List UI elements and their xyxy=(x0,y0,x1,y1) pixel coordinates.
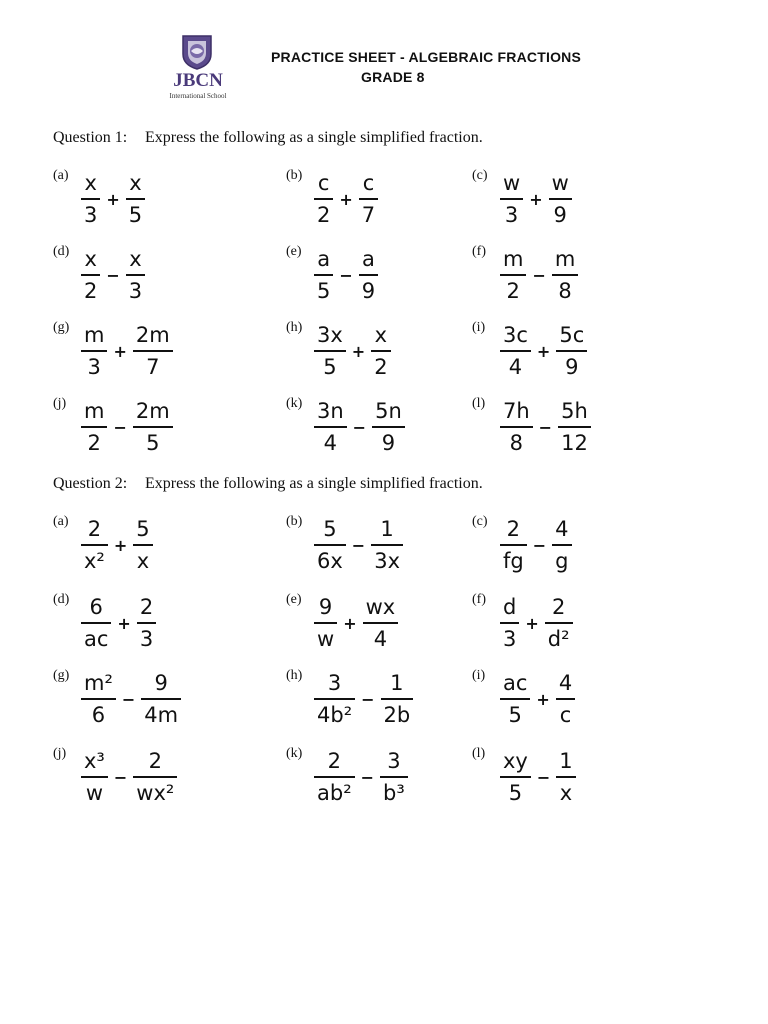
fraction-bar xyxy=(81,698,116,700)
operator: − xyxy=(360,767,375,787)
numerator: a xyxy=(317,247,331,271)
item-label: (k) xyxy=(286,396,303,411)
denominator: 3x xyxy=(374,549,400,573)
fraction xyxy=(552,246,578,304)
fraction xyxy=(359,246,378,304)
operator: − xyxy=(113,417,127,437)
fraction-expression xyxy=(314,592,398,654)
denominator: x xyxy=(559,781,573,805)
fraction-bar xyxy=(314,544,346,546)
numerator: 5 xyxy=(136,517,150,541)
fraction-bar xyxy=(81,350,107,352)
operator: − xyxy=(536,767,551,787)
operator: − xyxy=(339,265,353,285)
fraction xyxy=(500,246,526,304)
fraction-bar xyxy=(359,198,378,200)
denominator: 5 xyxy=(508,703,522,727)
fraction xyxy=(380,748,408,806)
numerator: 3 xyxy=(327,671,342,695)
numerator: 2m xyxy=(135,323,170,347)
numerator: m xyxy=(554,247,576,271)
fraction-bar xyxy=(314,350,346,352)
numerator: m xyxy=(84,399,105,423)
fraction-bar xyxy=(81,426,107,428)
fraction-expression xyxy=(314,746,408,808)
question-1-heading xyxy=(53,129,483,147)
item-label: (j) xyxy=(53,396,67,411)
fraction-expression xyxy=(81,244,145,306)
denominator: 9 xyxy=(565,355,579,379)
denominator: 3 xyxy=(139,627,154,651)
item-label: (a) xyxy=(53,514,69,529)
fraction-bar xyxy=(137,622,156,624)
numerator: wx xyxy=(365,595,396,619)
numerator: 9 xyxy=(154,671,168,695)
numerator: m² xyxy=(84,671,113,695)
fraction-bar xyxy=(133,544,152,546)
denominator: 6x xyxy=(317,549,343,573)
denominator: 4 xyxy=(373,627,388,651)
denominator: x xyxy=(136,549,150,573)
fraction xyxy=(556,748,575,806)
item-label: (d) xyxy=(53,244,70,259)
denominator: 4b² xyxy=(317,703,353,727)
denominator: 2 xyxy=(506,279,520,303)
denominator: 2b xyxy=(383,703,411,727)
denominator: c xyxy=(559,703,572,727)
fraction-bar xyxy=(500,426,533,428)
denominator: 3 xyxy=(84,203,98,227)
logo-text: JBCN xyxy=(173,70,223,91)
denominator: 7 xyxy=(361,203,376,227)
item-label: (c) xyxy=(472,168,488,183)
operator: + xyxy=(106,189,120,209)
fraction-bar xyxy=(359,274,378,276)
fraction xyxy=(137,594,156,652)
fraction-bar xyxy=(500,776,531,778)
question-instruction: Express the following as a single simplified fraction. xyxy=(145,475,483,492)
operator: − xyxy=(106,265,120,285)
fraction xyxy=(500,170,523,228)
fraction xyxy=(314,170,333,228)
numerator: a xyxy=(362,247,375,271)
numerator: 3x xyxy=(317,323,343,347)
fraction-expression xyxy=(500,514,572,576)
numerator: c xyxy=(362,171,375,195)
fraction-bar xyxy=(558,426,591,428)
denominator: 3 xyxy=(503,627,517,651)
denominator: 8 xyxy=(558,279,572,303)
denominator: 5 xyxy=(317,279,331,303)
fraction-bar xyxy=(500,544,527,546)
operator: + xyxy=(536,689,550,709)
fraction xyxy=(81,670,116,728)
fraction-expression xyxy=(500,396,591,458)
fraction-expression xyxy=(314,320,391,382)
fraction xyxy=(314,594,337,652)
fraction-bar xyxy=(556,698,575,700)
numerator: x xyxy=(129,247,142,271)
fraction-bar xyxy=(381,698,414,700)
fraction-expression xyxy=(81,320,173,382)
fraction xyxy=(314,398,347,456)
item-label: (k) xyxy=(286,746,303,761)
numerator: 5c xyxy=(559,323,585,347)
denominator: w xyxy=(85,781,104,805)
fraction xyxy=(500,670,530,728)
fraction-bar xyxy=(81,544,108,546)
fraction xyxy=(133,748,177,806)
fraction xyxy=(556,670,575,728)
fraction-bar xyxy=(380,776,408,778)
fraction xyxy=(558,398,591,456)
fraction-expression xyxy=(314,168,378,230)
question-number: Question 1: xyxy=(53,129,128,146)
operator: + xyxy=(113,341,127,361)
fraction-expression xyxy=(500,746,576,808)
fraction xyxy=(133,516,152,574)
numerator: 5 xyxy=(323,517,337,541)
fraction xyxy=(314,516,346,574)
operator: − xyxy=(532,535,547,555)
numerator: 1 xyxy=(380,517,394,541)
fraction xyxy=(314,670,355,728)
operator: − xyxy=(351,535,366,555)
denominator: 2 xyxy=(84,279,98,303)
denominator: 5 xyxy=(323,355,337,379)
fraction-expression xyxy=(500,168,572,230)
denominator: 4m xyxy=(144,703,179,727)
numerator: 3c xyxy=(503,323,528,347)
fraction-expression xyxy=(81,592,156,654)
denominator: 4 xyxy=(323,431,338,455)
item-label: (g) xyxy=(53,320,70,335)
numerator: 7h xyxy=(503,399,530,423)
item-label: (f) xyxy=(472,592,486,607)
fraction xyxy=(126,170,145,228)
denominator: 9 xyxy=(553,203,567,227)
fraction-bar xyxy=(81,776,108,778)
operator: + xyxy=(536,341,551,361)
item-label: (a) xyxy=(53,168,69,183)
denominator: w xyxy=(317,627,335,651)
operator: − xyxy=(361,689,375,709)
fraction xyxy=(545,594,573,652)
denominator: b³ xyxy=(383,781,405,805)
denominator: g xyxy=(555,549,569,573)
item-label: (b) xyxy=(286,514,303,529)
item-label: (i) xyxy=(472,668,486,683)
fraction-bar xyxy=(552,544,571,546)
fraction xyxy=(359,170,378,228)
numerator: 2 xyxy=(551,595,566,619)
shield-icon xyxy=(180,34,214,70)
fraction xyxy=(363,594,399,652)
fraction-expression xyxy=(314,244,378,306)
denominator: 3 xyxy=(87,355,101,379)
denominator: 9 xyxy=(381,431,396,455)
operator: − xyxy=(113,767,128,787)
fraction-expression xyxy=(81,514,153,576)
numerator: x xyxy=(129,171,142,195)
fraction xyxy=(314,748,355,806)
item-label: (e) xyxy=(286,244,302,259)
fraction-bar xyxy=(556,350,587,352)
question-2-heading xyxy=(53,475,483,493)
fraction xyxy=(552,516,571,574)
school-logo xyxy=(162,34,258,104)
numerator: 3n xyxy=(317,399,344,423)
fraction xyxy=(81,322,107,380)
item-label: (l) xyxy=(472,746,486,761)
operator: + xyxy=(529,189,543,209)
denominator: wx² xyxy=(136,781,175,805)
fraction-expression xyxy=(500,668,575,730)
fraction-bar xyxy=(500,350,531,352)
fraction xyxy=(81,516,108,574)
fraction xyxy=(133,398,173,456)
fraction-bar xyxy=(500,274,526,276)
fraction xyxy=(371,322,390,380)
denominator: x² xyxy=(84,549,105,573)
fraction-bar xyxy=(556,776,575,778)
fraction xyxy=(126,246,145,304)
fraction-bar xyxy=(552,274,578,276)
fraction-expression xyxy=(314,396,405,458)
fraction-bar xyxy=(314,698,355,700)
numerator: 1 xyxy=(390,671,404,695)
question-instruction: Express the following as a single simplified fraction. xyxy=(145,129,483,146)
denominator: ab² xyxy=(317,781,352,805)
operator: − xyxy=(352,417,367,437)
denominator: d² xyxy=(547,627,570,651)
grade-label: GRADE 8 xyxy=(361,69,425,85)
fraction-bar xyxy=(133,776,177,778)
item-label: (e) xyxy=(286,592,302,607)
numerator: 5n xyxy=(375,399,402,423)
numerator: 2m xyxy=(135,399,170,423)
fraction xyxy=(133,322,173,380)
fraction xyxy=(81,170,100,228)
fraction xyxy=(81,398,107,456)
fraction-bar xyxy=(371,544,403,546)
fraction-bar xyxy=(500,198,523,200)
numerator: w xyxy=(551,171,569,195)
fraction-expression xyxy=(500,244,578,306)
numerator: m xyxy=(84,323,105,347)
fraction-bar xyxy=(363,622,399,624)
denominator: 4 xyxy=(508,355,523,379)
item-label: (h) xyxy=(286,320,303,335)
fraction-bar xyxy=(314,198,333,200)
fraction xyxy=(381,670,414,728)
fraction-expression xyxy=(314,668,413,730)
denominator: 2 xyxy=(374,355,388,379)
fraction-bar xyxy=(133,426,173,428)
fraction xyxy=(500,516,527,574)
fraction xyxy=(500,398,533,456)
fraction-bar xyxy=(141,698,181,700)
numerator: x³ xyxy=(84,749,105,773)
fraction-expression xyxy=(314,514,403,576)
denominator: 8 xyxy=(509,431,524,455)
fraction xyxy=(556,322,587,380)
fraction xyxy=(371,516,403,574)
fraction xyxy=(372,398,405,456)
page-title: PRACTICE SHEET - ALGEBRAIC FRACTIONS xyxy=(271,49,582,65)
denominator: 7 xyxy=(146,355,160,379)
numerator: 2 xyxy=(139,595,154,619)
numerator: d xyxy=(503,595,517,619)
numerator: 4 xyxy=(555,517,569,541)
fraction-expression xyxy=(500,320,587,382)
item-label: (h) xyxy=(286,668,303,683)
fraction-bar xyxy=(81,198,100,200)
fraction-expression xyxy=(81,668,181,730)
denominator: ac xyxy=(84,627,109,651)
item-label: (f) xyxy=(472,244,486,259)
fraction-bar xyxy=(371,350,390,352)
numerator: 6 xyxy=(89,595,103,619)
fraction-bar xyxy=(549,198,572,200)
item-label: (l) xyxy=(472,396,486,411)
numerator: 3 xyxy=(387,749,401,773)
fraction-bar xyxy=(126,274,145,276)
operator: − xyxy=(121,689,136,709)
item-label: (c) xyxy=(472,514,488,529)
numerator: w xyxy=(503,171,521,195)
item-label: (g) xyxy=(53,668,70,683)
fraction-bar xyxy=(372,426,405,428)
numerator: 9 xyxy=(318,595,333,619)
denominator: 6 xyxy=(91,703,106,727)
operator: + xyxy=(351,341,366,361)
question-number: Question 2: xyxy=(53,475,128,492)
fraction-expression xyxy=(81,396,173,458)
fraction xyxy=(500,748,531,806)
numerator: 5h xyxy=(561,399,588,423)
denominator: 12 xyxy=(561,431,588,455)
fraction xyxy=(549,170,572,228)
numerator: 1 xyxy=(559,749,573,773)
fraction xyxy=(81,594,111,652)
fraction xyxy=(141,670,181,728)
fraction-bar xyxy=(81,274,100,276)
fraction xyxy=(314,246,333,304)
numerator: c xyxy=(317,171,330,195)
operator: − xyxy=(532,265,546,285)
denominator: 3 xyxy=(504,203,519,227)
denominator: 5 xyxy=(128,203,143,227)
denominator: 5 xyxy=(508,781,523,805)
operator: + xyxy=(343,613,357,633)
operator: − xyxy=(538,417,553,437)
denominator: 3 xyxy=(128,279,143,303)
numerator: 4 xyxy=(558,671,573,695)
numerator: 2 xyxy=(506,517,521,541)
fraction-bar xyxy=(133,350,173,352)
numerator: m xyxy=(503,247,524,271)
fraction-expression xyxy=(81,746,177,808)
numerator: xy xyxy=(503,749,528,773)
denominator: fg xyxy=(503,549,524,573)
operator: + xyxy=(525,613,539,633)
denominator: 2 xyxy=(317,203,331,227)
fraction xyxy=(314,322,346,380)
fraction-bar xyxy=(500,698,530,700)
denominator: 5 xyxy=(146,431,160,455)
fraction-expression xyxy=(500,592,573,654)
numerator: x xyxy=(84,247,97,271)
numerator: 2 xyxy=(148,749,162,773)
denominator: 9 xyxy=(361,279,376,303)
numerator: ac xyxy=(503,671,528,695)
numerator: 2 xyxy=(87,517,102,541)
fraction-bar xyxy=(314,426,347,428)
denominator: 2 xyxy=(87,431,101,455)
fraction-bar xyxy=(545,622,573,624)
fraction-bar xyxy=(314,776,355,778)
fraction-bar xyxy=(126,198,145,200)
item-label: (j) xyxy=(53,746,67,761)
logo-subtext: International School xyxy=(169,92,227,100)
item-label: (d) xyxy=(53,592,70,607)
numerator: x xyxy=(84,171,97,195)
fraction xyxy=(500,594,519,652)
fraction xyxy=(81,246,100,304)
fraction-bar xyxy=(314,274,333,276)
fraction-bar xyxy=(314,622,337,624)
numerator: x xyxy=(374,323,388,347)
fraction xyxy=(500,322,531,380)
fraction-bar xyxy=(81,622,111,624)
operator: + xyxy=(117,613,131,633)
item-label: (i) xyxy=(472,320,486,335)
fraction-bar xyxy=(500,622,519,624)
fraction-expression xyxy=(81,168,145,230)
operator: + xyxy=(339,189,353,209)
fraction xyxy=(81,748,108,806)
numerator: 2 xyxy=(327,749,341,773)
item-label: (b) xyxy=(286,168,303,183)
operator: + xyxy=(113,535,128,555)
